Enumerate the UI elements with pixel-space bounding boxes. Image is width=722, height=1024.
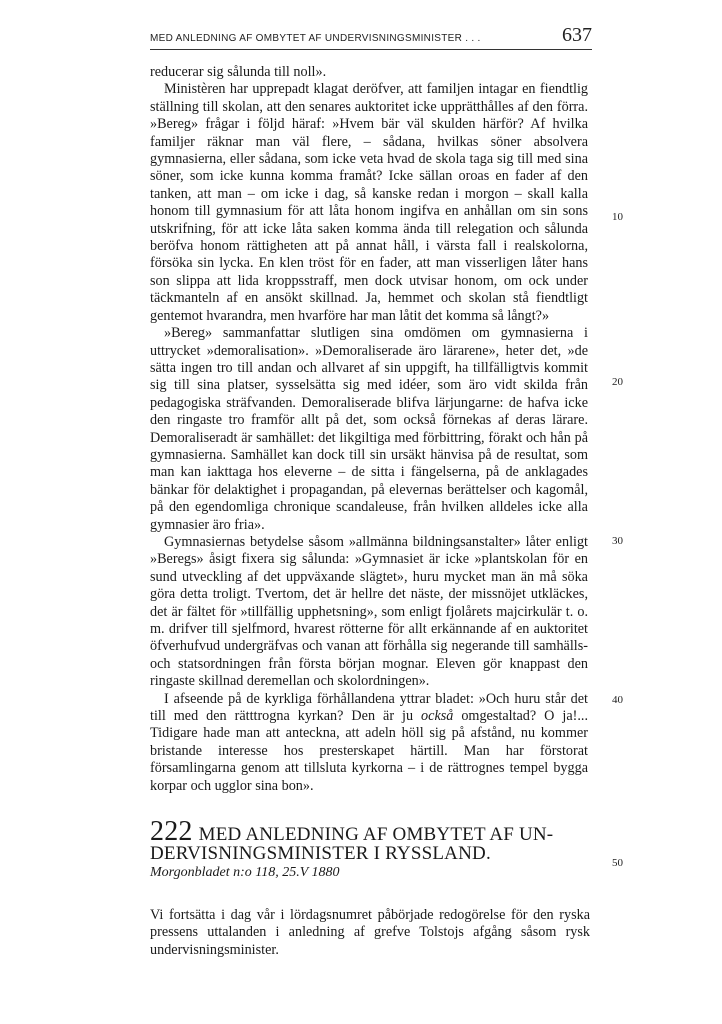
section-222 <box>150 816 590 959</box>
paragraph-4: Gymnasiernas betydelse såsom »allmänna bildningsanstalter» låter enligt »Beregs» åsigt fixera sig sålunda: »Gymnasiet är icke »plantskolan för en sund utveckling af det uppväxande slägtet», huru mycket man än må söka göra detta troligt. Tvertom, det är hellre det näste, der missnöjet utkläckes, det är fältet för »tillfällig upphetsning», som enligt fjolårets majcirkulär t. o. m. drifver till sjelfmord, hvarest rötterne för allt erkännande af en auktoritet öfverhufvud undergräfvas och vanan att förhålla sig negerande till samhälls- och statsordningen från första början mognar. Eleven gör knappast den ringaste skillnad deremellan och skolordningen». <box>150 533 588 690</box>
paragraph-2: Ministèren har upprepadt klagat deröfver, att familjen intagar en fiendtlig ställning till skolan, att den senares auktoritet icke upprätthålles af den förra. »Bereg» frågar i följd häraf: »Hvem bär väl skulden härför? Af hvilka familjer räknar man väl flere, – sådana, hvilkas söner absolvera gymnasierna, eller sådana, som icke veta hvad de skola taga sig till med sina söner, som icke kunna komma framåt? Icke sällan oroas en fader af den tanken, att man – om icke i dag, så kanske redan i morgon – skall kalla honom till gymnasium för att låta honom ingifva en anhållan om sin sons utskrifning, för att icke låta saken komma ända till relegation och sålunda beröfva honom rättigheten att på annat håll, i värsta fall i realskolorna, försöka sin lycka. En klen tröst för en fader, att man visserligen låter hans son slippa att lida kroppsstraff, men dock utvisar honom, om ock under täckmanteln af en ansökt skillnad. Ja, hemmet och skolan stå fiendtligt gentemot hvarandra, men hvarföre har man låtit det komma så långt?» <box>150 81 588 324</box>
section-text: Vi fortsätta i dag vår i lördagsnumret påbörjade redogörelse för den ryska pressens uttalanden i anledning af grefve Tolstojs afgång såsom rysk undervisningsminister. <box>150 907 590 958</box>
body-text <box>150 64 588 795</box>
running-header-title: MED ANLEDNING AF OMBYTET AF UNDERVISNINGSMINISTER . . . <box>150 33 481 44</box>
line-number-40: 40 <box>612 694 623 706</box>
line-number-50: 50 <box>612 857 623 869</box>
line-number-30: 30 <box>612 535 623 547</box>
section-source: Morgonbladet n:o 118, 25.V 1880 <box>150 865 340 880</box>
section-heading-line-1: MED ANLEDNING AF OMBYTET AF UN- <box>198 824 554 845</box>
paragraph-5-start: I afseende på de kyrkliga förhållandena yttrar bladet: »Och huru står det till med den rätttrogna kyrkan? Den är ju <box>150 690 588 725</box>
running-header <box>150 24 592 50</box>
paragraph-5 <box>150 691 588 795</box>
paragraph-5-emphasis: också <box>421 708 454 725</box>
section-number: 222 <box>150 816 193 847</box>
line-number-10: 10 <box>612 211 623 223</box>
line-number-20: 20 <box>612 376 623 388</box>
section-heading <box>150 816 590 864</box>
paragraph-5-end: omgestaltad? O ja!... Tidigare hade man att anteckna, att adeln höll sig på afstånd, nu kommer bristande interesse hos presterskapet härtill. Man har förstorat församlingarna genom att tillsluta kyrkorna – i de rättrognes tempel bygga korpar och ugglor sina bon». <box>150 708 588 794</box>
section-heading-line-2: DERVISNINGSMINISTER I RYSSLAND. <box>150 843 491 864</box>
paragraph-1: reducerar sig sålunda till noll». <box>150 64 327 80</box>
page-number: 637 <box>562 24 592 46</box>
header-rule <box>150 49 592 50</box>
paragraph-3: »Bereg» sammanfattar slutligen sina omdömen om gymnasierna i uttrycket »demoralisation». »Demoraliserade äro lärarene», heter det, »de sätta ingen tro till andan och allvaret af sin uppgift, ha tillfälligtvis kommit sig till sina platser, sysselsätta sig med idéer, som äro vidt skilda från pedagogiska sträfvanden. Demoraliserade blifva lärjungarne: de hafva icke den ringaste tro framför allt på det, som också förnekas af deras lärare. Demoraliseradt är samhället: det likgiltiga med förbittring, förakt och hån på gymnasierna. Samhället kan dock till sin ursäkt hänvisa på de resultat, som man kan iakttaga hos eleverne – de sitta i fängelserna, på de anklagades bänkar för delaktighet i propagandan, på elevernas berättelser och kagomål, på den egendomliga chronique scandaleuse, från hvilken alldeles icke alla gymnasier äro fria». <box>150 325 588 533</box>
